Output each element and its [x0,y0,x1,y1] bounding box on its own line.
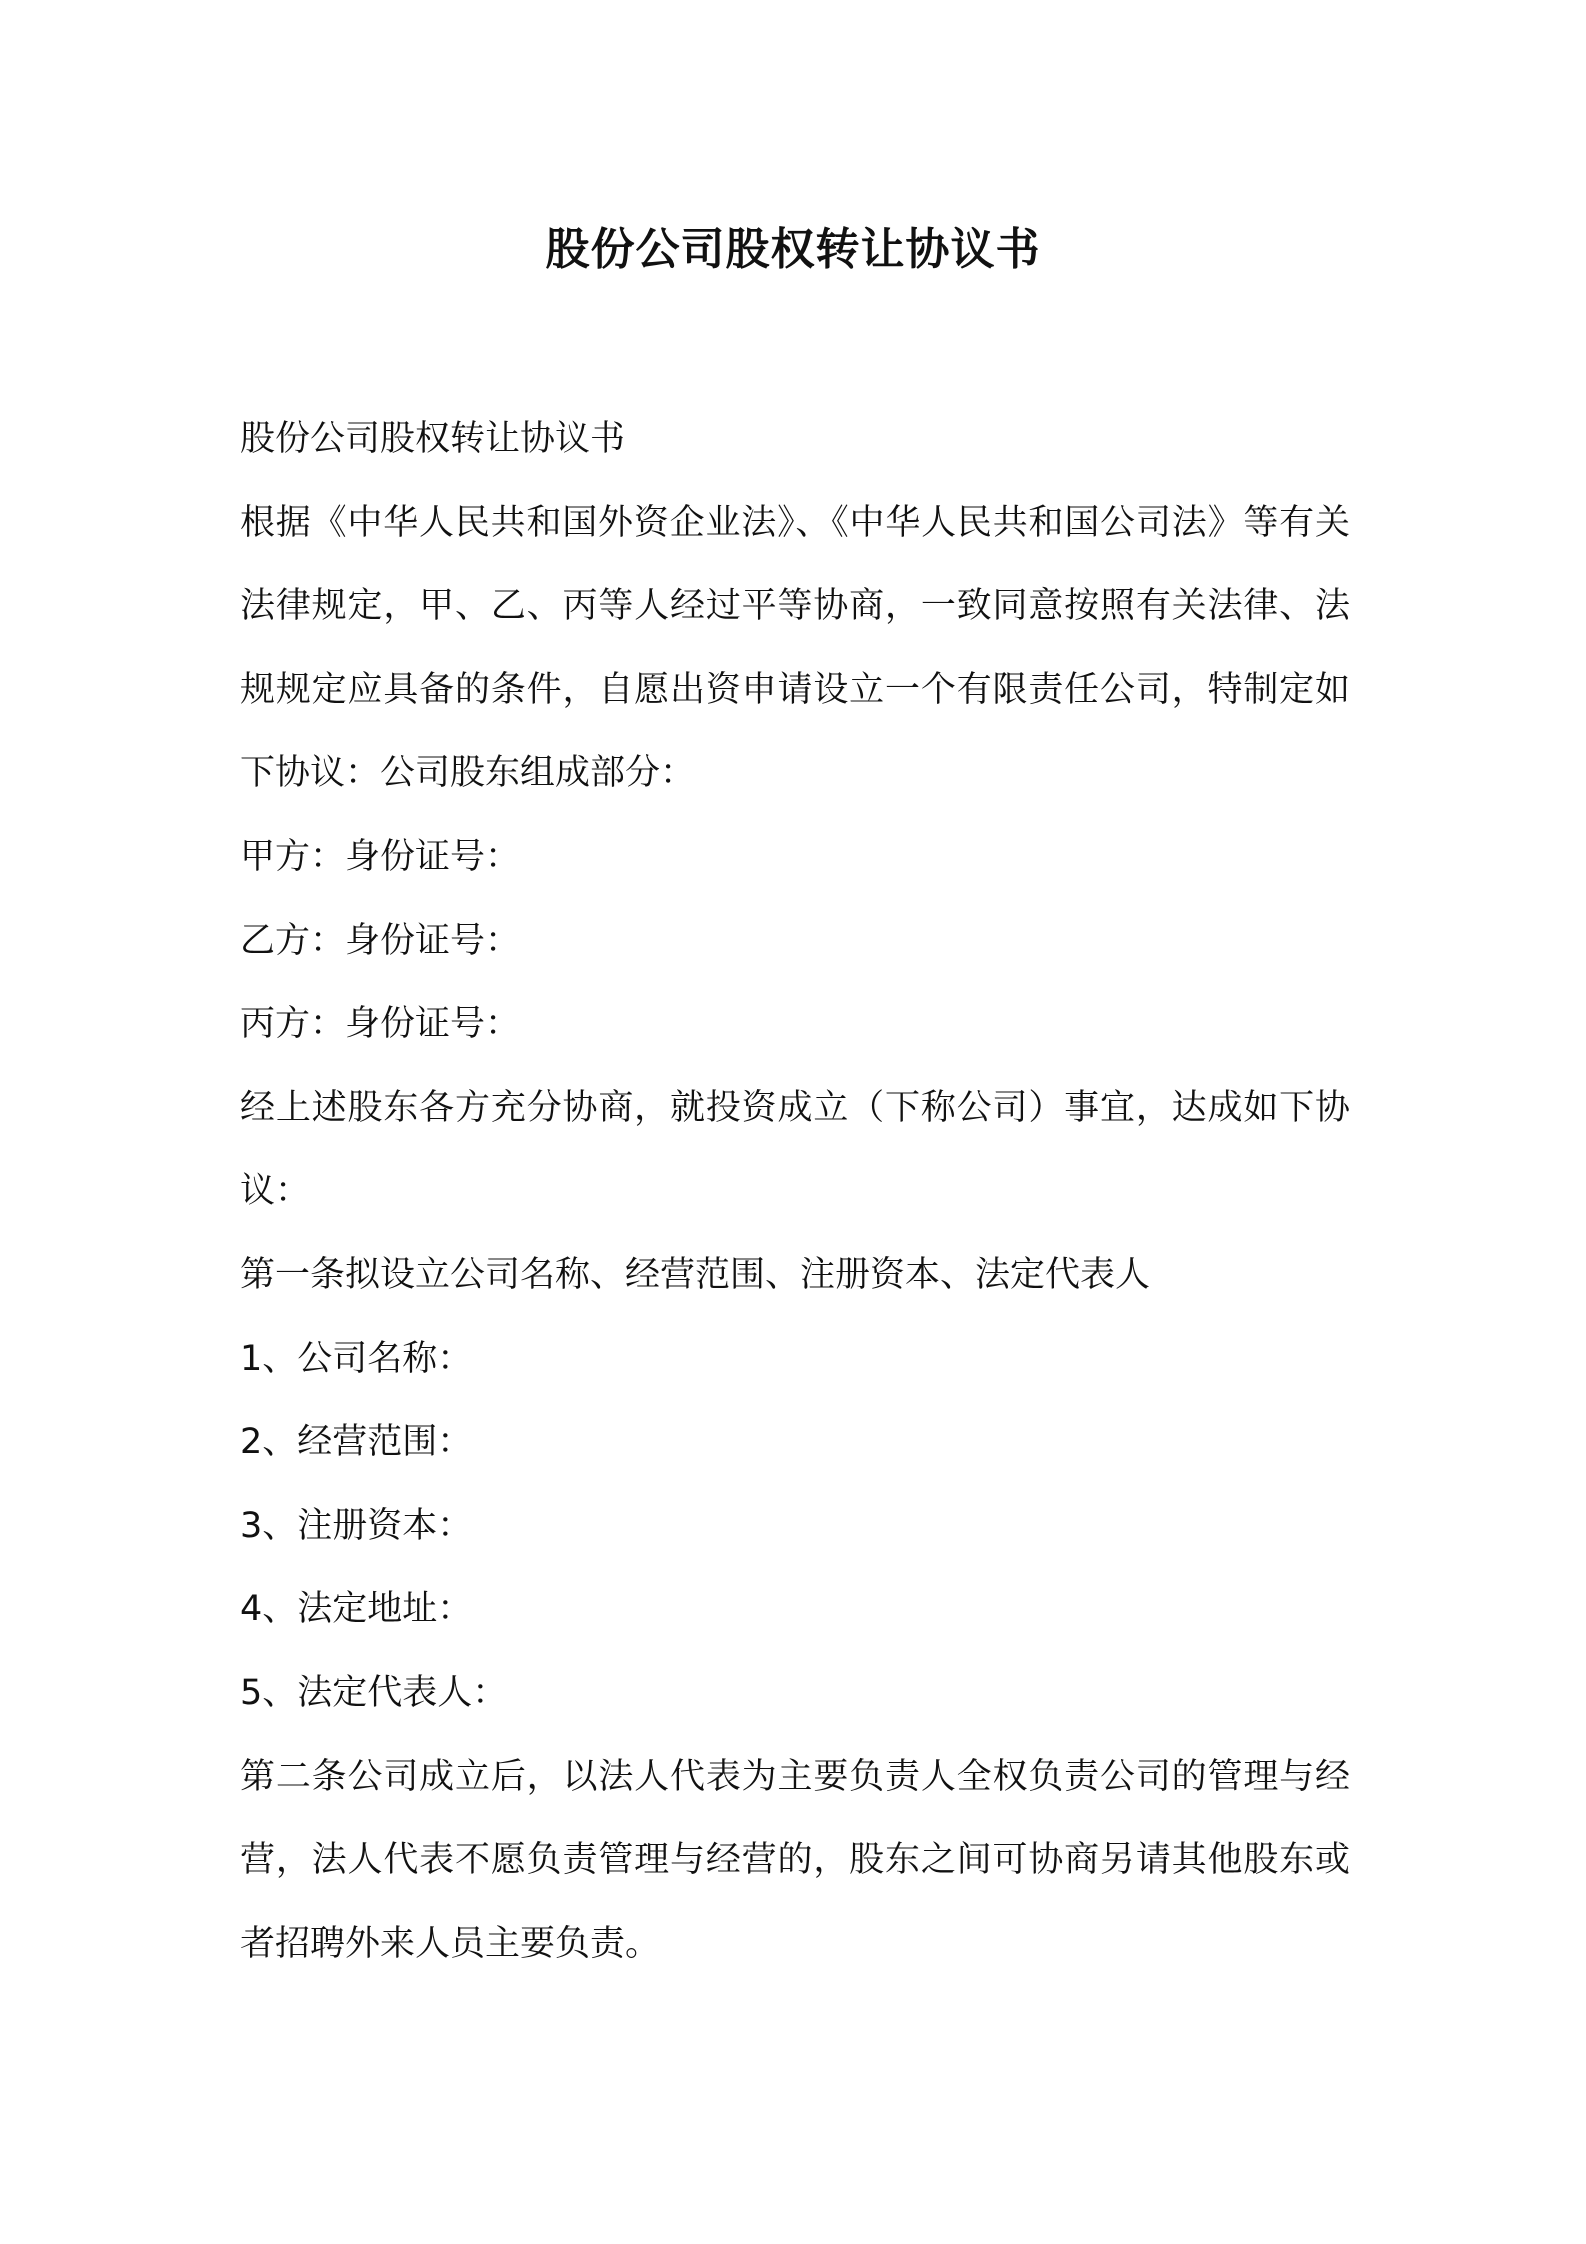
paragraph-company-name: 1、公司名称： [240,1338,473,1379]
paragraph-legal-representative: 5、法定代表人： [240,1672,508,1713]
paragraph-consultation: 经上述股东各方充分协商，就投资成立（下称公司）事宜，达成如下协议： [240,1087,1350,1212]
paragraph-party-a: 甲方：身份证号： [240,836,521,877]
paragraph-article-1: 第一条拟设立公司名称、经营范围、注册资本、法定代表人 [240,1254,1151,1295]
paragraph-preamble: 根据《中华人民共和国外资企业法》、《中华人民共和国公司法》等有关法律规定，甲、乙、丙等人经过平等协商，一致同意按照有关法律、法规规定应具备的条件，自愿出资申请设立一个有限责任公司，特制定如下协议：公司股东组成部分： [240,502,1350,794]
paragraph-heading: 股份公司股权转让协议书 [240,419,626,459]
paragraph-party-c: 丙方：身份证号： [240,1004,521,1045]
paragraph-legal-address: 4、法定地址： [240,1589,473,1630]
document-title: 股份公司股权转让协议书 [545,224,1041,275]
paragraph-business-scope: 2、经营范围： [240,1422,473,1463]
paragraph-registered-capital: 3、注册资本： [240,1505,473,1546]
paragraph-article-2: 第二条公司成立后，以法人代表为主要负责人全权负责公司的管理与经营，法人代表不愿负责管理与经营的，股东之间可协商另请其他股东或者招聘外来人员主要负责。 [240,1756,1350,1964]
paragraph-party-b: 乙方：身份证号： [240,920,521,961]
document-body [240,398,1350,1986]
